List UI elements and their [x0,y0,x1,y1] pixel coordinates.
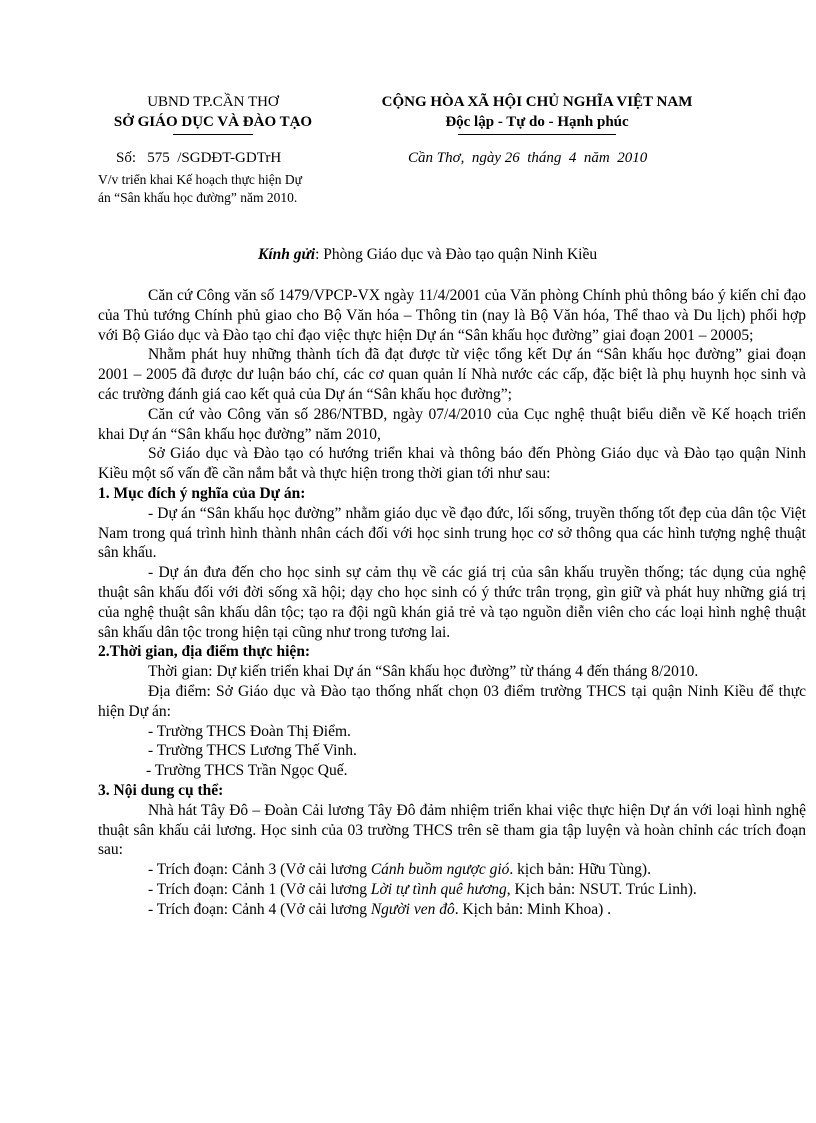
motto-divider [458,134,616,135]
content-paragraph: Nhà hát Tây Đô – Đoàn Cải lương Tây Đô đảm nhiệm triển khai việc thực hiện Dự án với loại hình nghệ thuật sân khấu cải lương. Học sinh của 03 trường THCS trên sẽ tham gia tập luyện và hoàn chỉnh các trích đoạn sau: [98,801,806,859]
purpose-item: - Dự án “Sân khấu học đường” nhằm giáo dục về đạo đức, lối sống, truyền thống tốt đẹp của dân tộc Việt Nam trong quá trình hình thành nhân cách đối với học sinh trung học cơ sở thông qua các hình tượng nghệ thuật sân khấu. [98,504,806,562]
recipient-text: : Phòng Giáo dục và Đào tạo quận Ninh Kiều [315,246,598,263]
school-item: - Trường THCS Đoàn Thị Điểm. [148,722,351,740]
time-paragraph: Thời gian: Dự kiến triển khai Dự án “Sân khấu học đường” từ tháng 4 đến tháng 8/2010. [148,663,699,681]
document-number: Số: 575 /SGDĐT-GDTrH [116,150,282,166]
play-title: Cánh buồm ngược gió [370,861,510,879]
national-header [352,92,722,135]
play-title: Người ven đô [370,900,455,918]
document-body [98,286,806,920]
section-3-heading: 3. Nội dung cụ thể: [98,781,224,799]
agency-divider [173,134,253,135]
national-motto: Độc lập - Tự do - Hạnh phúc [445,114,629,130]
agency-name: SỞ GIÁO DỤC VÀ ĐÀO TẠO [113,114,313,130]
excerpt-item: - Trích đoạn: Cảnh 3 (Vở cải lương Cánh buồm ngược gió. kịch bản: Hữu Tùng). [148,861,651,879]
recipient-line [258,246,597,264]
play-title: Lời tự tình quê hương [370,880,507,898]
document-subject: V/v triển khai Kế hoạch thực hiện Dự án “Sân khấu học đường” năm 2010. [98,172,302,205]
intro-paragraph: Nhằm phát huy những thành tích đã đạt được từ việc tổng kết Dự án “Sân khấu học đường” giai đoạn 2001 – 2005 đã được dư luận báo chí, các cơ quan quản lí Nhà nước các cấp, đặc biệt là phụ huynh học sinh và các trường đánh giá cao kết quả của Dự án “Sân khấu học đường”; [98,346,806,403]
agency-header [98,92,328,135]
purpose-item: - Dự án đưa đến cho học sinh sự cảm thụ về các giá trị của sân khấu truyền thống; tác dụng của nghệ thuật sân khấu đối với đời sống xã hội; dạy cho học sinh có ý thức trân trọng, gìn giữ và phát huy những giá trị của nghệ thuật sân khấu dân tộc; tạo ra đội ngũ khán giả trẻ và tạo nguồn diễn viên cho các loại hình nghệ thuật sân khấu dân tộc trong hiện tại cũng như trong tương lai. [98,564,806,641]
section-2-heading: 2.Thời gian, địa điểm thực hiện: [98,643,311,661]
place-paragraph: Địa điểm: Sở Giáo dục và Đào tạo thống nhất chọn 03 điểm trường THCS tại quận Ninh Kiều để thực hiện Dự án: [98,682,806,720]
intro-paragraph: Sở Giáo dục và Đào tạo có hướng triển khai và thông báo đến Phòng Giáo dục và Đào tạo quận Ninh Kiều một số vấn đề cần nắm bắt và thực hiện trong thời gian tới như sau: [98,445,806,483]
recipient-label: Kính gửi [258,246,316,263]
document-date: Cần Thơ, ngày 26 tháng 4 năm 2010 [408,150,648,166]
intro-paragraph: Căn cứ vào Công văn số 286/NTBD, ngày 07/4/2010 của Cục nghệ thuật biểu diễn về Kế hoạch triển khai Dự án “Sân khấu học đường” năm 2010, [98,405,806,443]
school-item: - Trường THCS Lương Thế Vinh. [148,742,357,760]
intro-paragraph: Căn cứ Công văn số 1479/VPCP-VX ngày 11/4/2001 của Văn phòng Chính phủ thông báo ý kiến chỉ đạo của Thủ tướng Chính phủ giao cho Bộ Văn hóa – Thông tin (nay là Bộ Văn hóa, Thể thao và Du lịch) phối hợp với Bộ Giáo dục và Đào tạo chỉ đạo việc thực hiện Dự án “Sân khấu học đường” giai đoạn 2001 – 20005; [98,287,806,344]
country-name: CỘNG HÒA XÃ HỘI CHỦ NGHĨA VIỆT NAM [381,94,693,110]
excerpt-item: - Trích đoạn: Cảnh 4 (Vở cải lương Người ven đô. Kịch bản: Minh Khoa) . [148,900,611,918]
section-1-heading: 1. Mục đích ý nghĩa của Dự án: [98,484,306,502]
agency-parent: UBND TP.CẦN THƠ [147,94,279,110]
school-item: - Trường THCS Trần Ngọc Quế. [146,762,348,780]
excerpt-item: - Trích đoạn: Cảnh 1 (Vở cải lương Lời tự tình quê hương, Kịch bản: NSUT. Trúc Linh). [148,880,697,898]
